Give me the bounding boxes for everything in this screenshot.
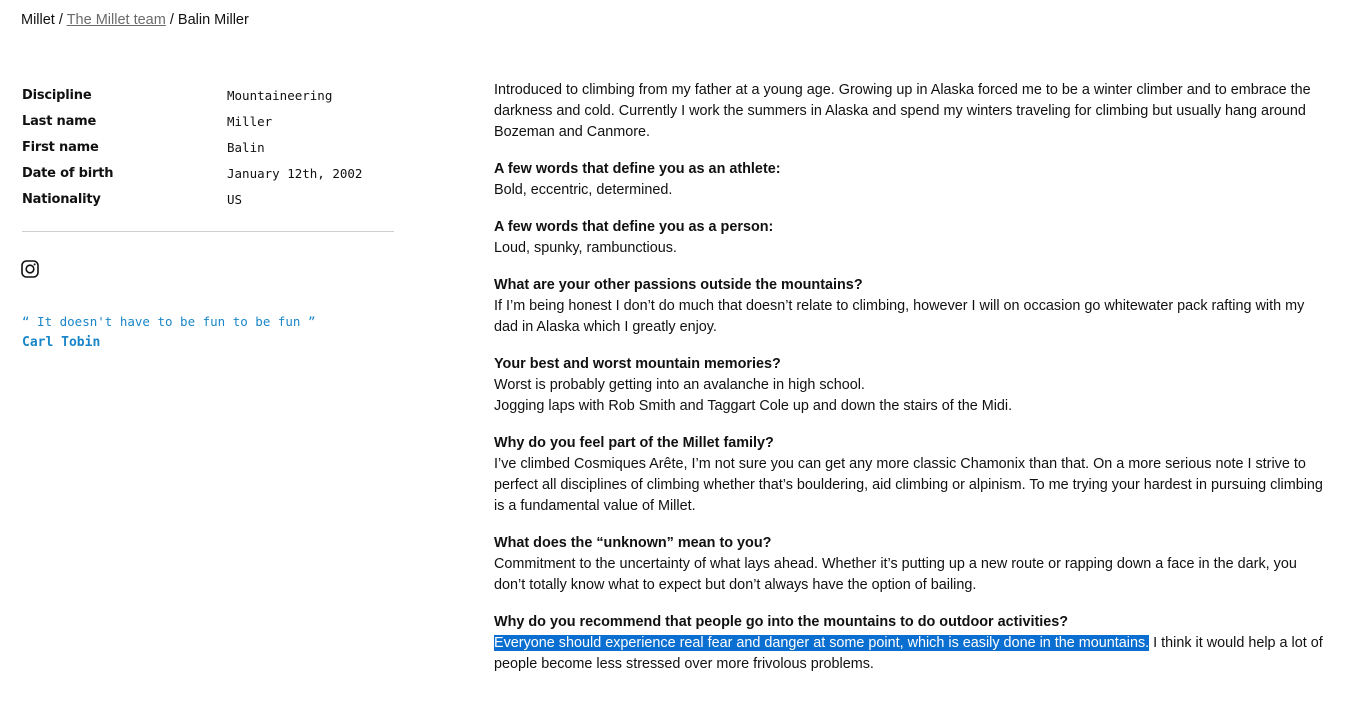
athlete-quote bbox=[22, 311, 394, 353]
qa-answer: If I’m being honest I don’t do much that doesn’t relate to climbing, however I will on occasion go whitewater pack rafting with my dad in Alaska which I greatly enjoy. bbox=[494, 298, 1305, 335]
qa-item bbox=[494, 217, 1324, 259]
info-value: US bbox=[227, 191, 243, 207]
info-label: First name bbox=[22, 139, 99, 155]
instagram-icon-graphic bbox=[21, 260, 39, 278]
qa-answer: Commitment to the uncertainty of what lays ahead. Whether it’s putting up a new route or rapping down a face in the dark, you don’t totally know what to expect but don’t always have the option of bailing. bbox=[494, 556, 1297, 593]
qa-item bbox=[494, 354, 1324, 417]
qa-answer: I’ve climbed Cosmiques Arête, I’m not sure you can get any more classic Chamonix than that. On a more serious note I strive to perfect all disciplines of climbing whether that’s bouldering, aid climbing or alpinism. To me trying your hardest in pursuing climbing is a fundamental value of Millet. bbox=[494, 456, 1323, 514]
info-value: Mountaineering bbox=[227, 87, 333, 103]
breadcrumb-separator: / bbox=[169, 12, 174, 28]
info-row-first-name bbox=[22, 134, 394, 160]
qa-question: Your best and worst mountain memories? bbox=[494, 356, 781, 372]
qa-question: What are your other passions outside the mountains? bbox=[494, 277, 863, 293]
info-label: Last name bbox=[22, 113, 97, 129]
qa-answer: Bold, eccentric, determined. bbox=[494, 182, 673, 198]
qa-item bbox=[494, 533, 1324, 596]
qa-item bbox=[494, 612, 1324, 675]
qa-item bbox=[494, 159, 1324, 201]
qa-question: What does the “unknown” mean to you? bbox=[494, 535, 772, 551]
qa-answer bbox=[494, 635, 1323, 672]
breadcrumb-separator: / bbox=[58, 12, 63, 28]
qa-question: Why do you recommend that people go into the mountains to do outdoor activities? bbox=[494, 614, 1069, 630]
info-row-last-name bbox=[22, 108, 394, 134]
breadcrumb-current: Balin Miller bbox=[177, 12, 249, 28]
qa-answer: Jogging laps with Rob Smith and Taggart Cole up and down the stairs of the Midi. bbox=[494, 398, 1013, 414]
info-row-date-of-birth bbox=[22, 160, 394, 186]
qa-question: A few words that define you as an athlete: bbox=[494, 161, 781, 177]
info-row-discipline bbox=[22, 82, 394, 108]
divider bbox=[22, 231, 394, 232]
qa-question: Why do you feel part of the Millet family? bbox=[494, 435, 774, 451]
breadcrumb-root[interactable]: Millet bbox=[21, 12, 55, 28]
quote-author: Carl Tobin bbox=[22, 335, 101, 350]
info-value: January 12th, 2002 bbox=[227, 165, 363, 181]
info-row-nationality bbox=[22, 186, 394, 212]
qa-question: A few words that define you as a person: bbox=[494, 219, 774, 235]
breadcrumb bbox=[21, 11, 249, 29]
qa-answer: Loud, spunky, rambunctious. bbox=[494, 240, 677, 256]
qa-answer-rest: I think it would help a lot of people become less stressed over more frivolous problems. bbox=[494, 635, 1323, 672]
qa-item bbox=[494, 275, 1324, 338]
selected-text[interactable]: Everyone should experience real fear and danger at some point, which is easily done in the mountains. bbox=[494, 635, 1150, 651]
qa-item bbox=[494, 433, 1324, 517]
info-value: Balin bbox=[227, 139, 265, 155]
qa-answer: Worst is probably getting into an avalanche in high school. bbox=[494, 377, 865, 393]
athlete-bio bbox=[494, 80, 1324, 691]
quote-text: “ It doesn't have to be fun to be fun ” bbox=[22, 314, 316, 329]
instagram-icon[interactable] bbox=[21, 260, 39, 278]
info-label: Nationality bbox=[22, 191, 101, 207]
info-label: Discipline bbox=[22, 87, 92, 103]
athlete-info-panel bbox=[22, 82, 394, 353]
breadcrumb-team-link[interactable]: The Millet team bbox=[66, 12, 166, 28]
info-value: Miller bbox=[227, 113, 273, 129]
info-label: Date of birth bbox=[22, 165, 114, 181]
bio-intro: Introduced to climbing from my father at a young age. Growing up in Alaska forced me to be a winter climber and to embrace the darkness and cold. Currently I work the summers in Alaska and spend my winters traveling for climbing but usually hang around Bozeman and Canmore. bbox=[494, 82, 1311, 140]
